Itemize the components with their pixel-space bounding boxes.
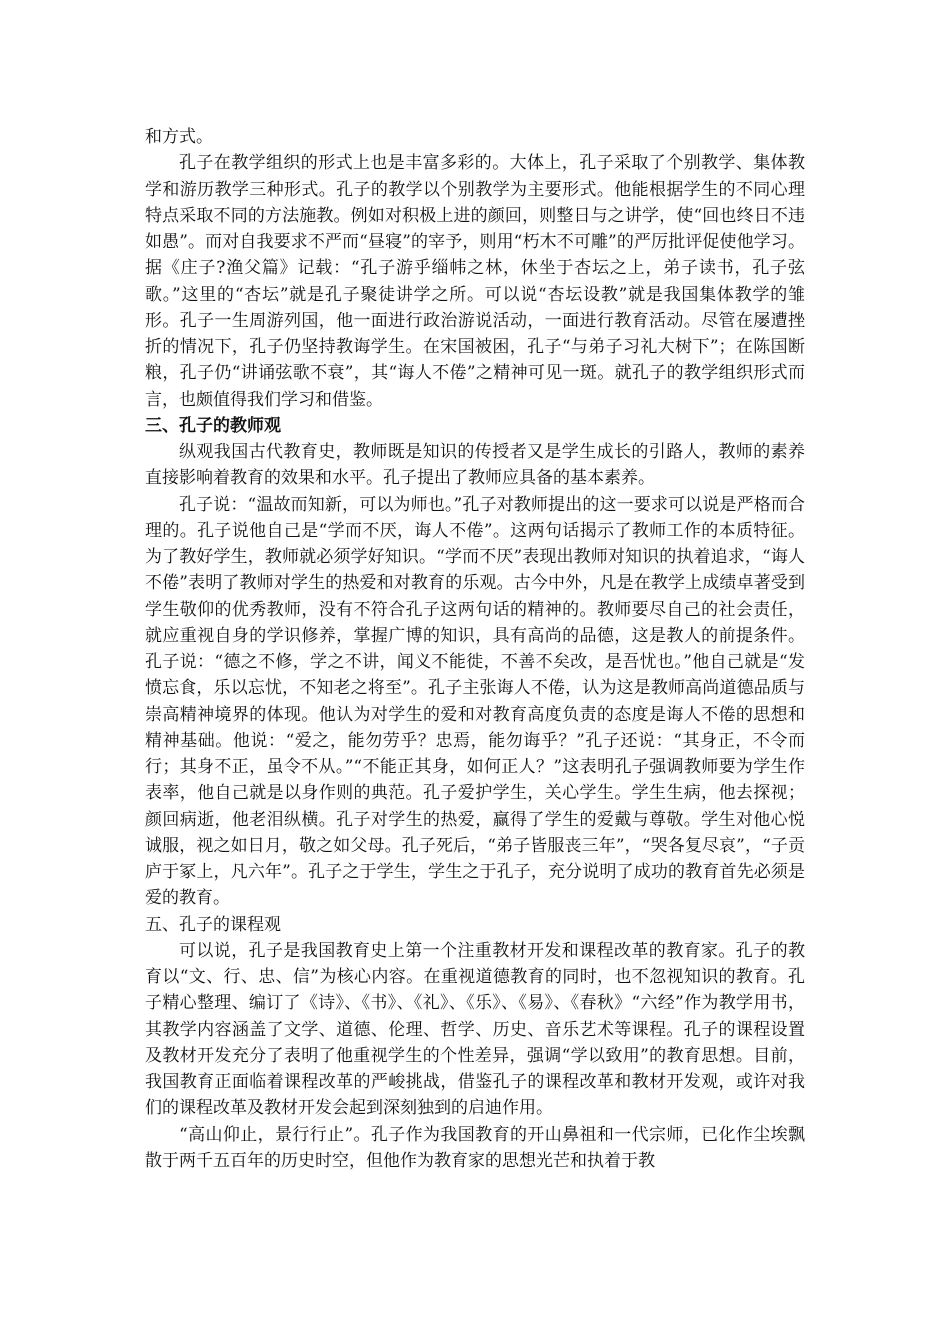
paragraph-conclusion: “高山仰止，景行行止”。孔子作为我国教育的开山鼻祖和一代宗师，已化作尘埃飘散于两千五百年的历史时空，但他作为教育家的思想光芒和执着于教	[145, 1124, 805, 1171]
document-page	[145, 124, 805, 1174]
section-heading-teacher-view: 三、孔子的教师观	[145, 415, 281, 436]
paragraph-teacher-qualities: 孔子说：“温故而知新，可以为师也。”孔子对教师提出的这一要求可以说是严格而合理的。孔子说他自己是“学而不厌，诲人不倦”。这两句话揭示了教师工作的本质特征。为了教好学生，教师就必须学好知识。“学而不厌”表现出教师对知识的执着追求，“诲人不倦”表明了教师对学生的热爱和对教育的乐观。古今中外，凡是在教学上成绩卓著受到学生敬仰的优秀教师，没有不符合孔子这两句话的精神的。教师要尽自己的社会责任，就应重视自身的学识修养，掌握广博的知识，具有高尚的品德，这是教人的前提条件。孔子说：“德之不修，学之不讲，闻义不能徙，不善不矣改，是吾忧也。”他自己就是“发愤忘食，乐以忘忧，不知老之将至”。孔子主张诲人不倦，认为这是教师高尚道德品质与崇高精神境界的体现。他认为对学生的爱和对教育高度负责的态度是诲人不倦的思想和精神基础。他说：“爱之，能勿劳乎？忠焉，能勿诲乎？”孔子还说：“其身正，不令而行；其身不正，虽令不从。”“不能正其身，如何正人？”这表明孔子强调教师要为学生作表率，他自己就是以身作则的典范。孔子爱护学生，关心学生。学生生病，他去探视；颜回病逝，他老泪纵横。孔子对学生的热爱，赢得了学生的爱戴与尊敬。学生对他心悦诚服，视之如日月，敬之如父母。孔子死后，“弟子皆服丧三年”，“哭各复尽哀”，“子贡庐于冢上，凡六年”。孔子之于学生，学生之于孔子，充分说明了成功的教育首先必须是爱的教育。	[145, 494, 805, 909]
paragraph-teacher-intro: 纵观我国古代教育史，教师既是知识的传授者又是学生成长的引路人，教师的素养直接影响着教育的效果和水平。孔子提出了教师应具备的基本素养。	[145, 442, 805, 489]
paragraph-curriculum: 可以说，孔子是我国教育史上第一个注重教材开发和课程改革的教育家。孔子的教育以“文、行、忠、信”为核心内容。在重视道德教育的同时，也不忽视知识的教育。孔子精心整理、编订了《诗》、《书》、《礼》、《乐》、《易》、《春秋》“六经”作为教学用书，其教学内容涵盖了文学、道德、伦理、哲学、历史、音乐艺术等课程。孔子的课程设置及教材开发充分了表明了他重视学生的个性差异，强调“学以致用”的教育思想。目前，我国教育正面临着课程改革的严峻挑战，借鉴孔子的课程改革和教材开发观，或许对我们的课程改革及教材开发会起到深刻独到的启迪作用。	[145, 940, 805, 1119]
paragraph-teaching-organization: 孔子在教学组织的形式上也是丰富多彩的。大体上，孔子采取了个别教学、集体教学和游历教学三种形式。孔子的教学以个别教学为主要形式。他能根据学生的不同心理特点采取不同的方法施教。例如对积极上进的颜回，则整日与之讲学，使“回也终日不违如愚”。而对自我要求不严而“昼寝”的宰予，则用“朽木不可雕”的严厉批评促使他学习。据《庄子?渔父篇》记载：“孔子游乎缁帏之林，休坐于杏坛之上，弟子读书，孔子弦歌。”这里的“杏坛”就是孔子聚徒讲学之所。可以说“杏坛设教”就是我国集体教学的雏形。孔子一生周游列国，他一面进行政治游说活动，一面进行教育活动。尽管在屡遭挫折的情况下，孔子仍坚持教诲学生。在宋国被困，孔子“与弟子习礼大树下”；在陈国断粮，孔子仍“讲诵弦歌不衰”，其“诲人不倦”之精神可见一斑。就孔子的教学组织形式而言，也颇值得我们学习和借鉴。	[145, 153, 805, 410]
paragraph-continuation: 和方式。	[145, 127, 213, 147]
section-heading-curriculum-view: 五、孔子的课程观	[145, 914, 281, 935]
